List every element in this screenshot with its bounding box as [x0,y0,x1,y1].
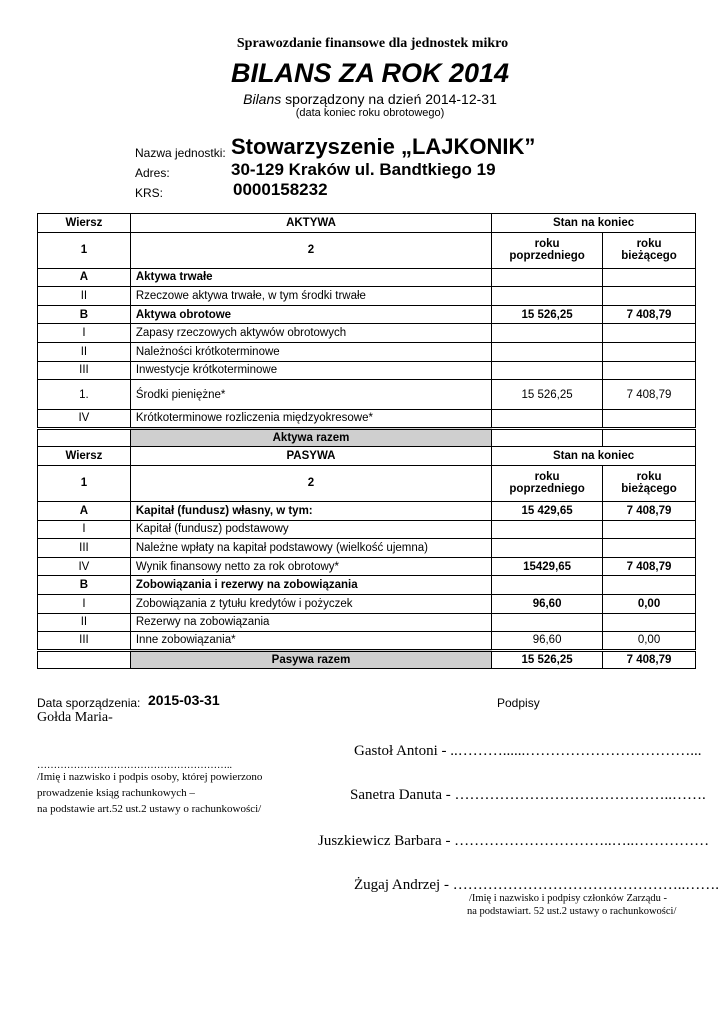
row-label: Zobowiązania i rezerwy na zobowiązania [130,576,491,595]
entity-name: Stowarzyszenie „LAJKONIK” [231,134,536,159]
row-prev [492,361,603,380]
row-prev [492,576,603,595]
row-id: II [38,613,131,632]
row-prev [492,268,603,287]
assets-header-row [38,214,696,233]
balance-date-note: (data koniec roku obrotowego) [295,107,445,119]
row-label: Krótkoterminowe rozliczenia międzyokresowe* [130,410,491,429]
row-label: Rzeczowe aktywa trwałe, w tym środki trwałe [130,287,491,306]
row-id: III [38,361,131,380]
row-prev [492,520,603,539]
row-label: Należności krótkoterminowe [130,342,491,361]
preparer-signature-line: ………………………………………………….. [37,760,232,771]
row-curr [603,576,696,595]
assets-row [38,268,696,287]
liabilities-total-curr: 7 408,79 [603,650,696,669]
row-label: Rezerwy na zobowiązania [130,613,491,632]
row-prev [492,342,603,361]
row-curr [603,342,696,361]
assets-col-num-1: 1 [38,232,131,268]
row-label: Aktywa trwałe [130,268,491,287]
assets-col-curr-year: roku bieżącego [603,232,696,268]
preparer-note: prowadzenie ksiąg rachunkowych – [37,787,195,799]
liabilities-row [38,632,696,651]
row-label: Kapitał (fundusz) własny, w tym: [130,501,491,520]
assets-col-row: Wiersz [38,214,131,233]
assets-subheader-row [38,232,696,268]
row-id: III [38,632,131,651]
row-label: Wynik finansowy netto za rok obrotowy* [130,557,491,576]
row-curr [603,539,696,558]
assets-col-title: AKTYWA [130,214,491,233]
row-curr: 0,00 [603,594,696,613]
assets-total-label: Aktywa razem [130,428,491,447]
balance-date-prefix: Bilans [243,91,282,107]
liabilities-row [38,520,696,539]
row-curr [603,324,696,343]
row-prev: 15429,65 [492,557,603,576]
liabilities-header-row [38,447,696,466]
assets-row [38,342,696,361]
row-curr [603,287,696,306]
assets-total-prev [492,428,603,447]
assets-row [38,305,696,324]
liabilities-col-title: PASYWA [130,447,491,466]
entity-krs-label: KRS: [135,186,164,200]
row-prev [492,410,603,429]
assets-col-state: Stan na koniec [492,214,696,233]
row-id: B [38,305,131,324]
entity-address: 30-129 Kraków ul. Bandtkiego 19 [231,160,496,179]
liabilities-total-spacer [38,650,131,669]
row-curr [603,520,696,539]
row-id: I [38,324,131,343]
assets-row [38,287,696,306]
row-curr: 7 408,79 [603,380,696,410]
assets-row [38,410,696,429]
assets-total-spacer [38,428,131,447]
row-curr [603,361,696,380]
row-curr: 7 408,79 [603,557,696,576]
liabilities-col-num-2: 2 [130,465,491,501]
board-signature-line: Sanetra Danuta - ……………………………………..……. [350,787,706,803]
liabilities-col-curr-year: roku bieżącego [603,465,696,501]
row-label: Zobowiązania z tytułu kredytów i pożyczek [130,594,491,613]
page-title: BILANS ZA ROK 2014 [230,58,510,88]
row-prev [492,324,603,343]
row-curr [603,268,696,287]
assets-row [38,324,696,343]
preparer-name: Gołda Maria- [37,710,113,725]
row-prev [492,539,603,558]
board-note: na podstawiart. 52 ust.2 ustawy o rachunkowości/ [467,906,677,917]
balance-date-line [0,91,725,107]
report-subtitle: Sprawozdanie finansowe dla jednostek mikro [236,36,509,51]
signatures-label: Podpisy [497,696,540,710]
row-id: A [38,268,131,287]
assets-total-row [38,428,696,447]
row-id: IV [38,410,131,429]
liabilities-row [38,539,696,558]
liabilities-col-row: Wiersz [38,447,131,466]
row-label: Środki pieniężne* [130,380,491,410]
row-id: 1. [38,380,131,410]
liabilities-total-prev: 15 526,25 [492,650,603,669]
row-label: Zapasy rzeczowych aktywów obrotowych [130,324,491,343]
row-label: Inwestycje krótkoterminowe [130,361,491,380]
assets-row [38,361,696,380]
liabilities-subheader-row [38,465,696,501]
prep-date-label: Data sporządzenia: [37,696,141,710]
row-curr [603,613,696,632]
liabilities-row [38,613,696,632]
liabilities-col-prev-year: roku poprzedniego [492,465,603,501]
row-label: Kapitał (fundusz) podstawowy [130,520,491,539]
row-id: I [38,520,131,539]
entity-krs: 0000158232 [233,180,328,199]
liabilities-total-row [38,650,696,669]
row-label: Aktywa obrotowe [130,305,491,324]
row-id: II [38,287,131,306]
row-id: III [38,539,131,558]
row-label: Inne zobowiązania* [130,632,491,651]
preparer-note: na podstawie art.52 ust.2 ustawy o rachunkowości/ [37,803,262,815]
assets-row [38,380,696,410]
assets-col-num-2: 2 [130,232,491,268]
preparer-note: /Imię i nazwisko i podpis osoby, której powierzono [37,771,263,783]
liabilities-total-label: Pasywa razem [130,650,491,669]
liabilities-col-num-1: 1 [38,465,131,501]
board-signature-line: Gastoł Antoni - ..………......……………………………... [354,743,702,759]
prep-date: 2015-03-31 [148,692,220,708]
row-prev: 15 526,25 [492,380,603,410]
row-label: Należne wpłaty na kapitał podstawowy (wielkość ujemna) [130,539,491,558]
balance-date-text: sporządzony na dzień 2014-12-31 [281,91,497,107]
board-signature-line: Juszkiewicz Barbara - …………………………..…..…………… [318,833,710,849]
board-signature-line: Żugaj Andrzej - ………………………………………..……. [354,877,719,893]
board-note: /Imię i nazwisko i podpisy członków Zarządu - [469,893,667,904]
entity-address-label: Adres: [135,166,170,180]
row-curr [603,410,696,429]
liabilities-row [38,576,696,595]
row-id: B [38,576,131,595]
balance-sheet-table [37,213,696,669]
row-prev [492,287,603,306]
liabilities-row [38,594,696,613]
liabilities-row [38,557,696,576]
row-curr: 7 408,79 [603,501,696,520]
row-prev: 96,60 [492,632,603,651]
row-id: II [38,342,131,361]
row-prev: 15 526,25 [492,305,603,324]
row-curr: 7 408,79 [603,305,696,324]
row-curr: 0,00 [603,632,696,651]
row-id: IV [38,557,131,576]
row-id: I [38,594,131,613]
assets-col-prev-year: roku poprzedniego [492,232,603,268]
row-prev: 96,60 [492,594,603,613]
assets-total-curr [603,428,696,447]
liabilities-col-state: Stan na koniec [492,447,696,466]
row-prev [492,613,603,632]
liabilities-row [38,501,696,520]
row-prev: 15 429,65 [492,501,603,520]
row-id: A [38,501,131,520]
entity-name-label: Nazwa jednostki: [135,146,226,160]
